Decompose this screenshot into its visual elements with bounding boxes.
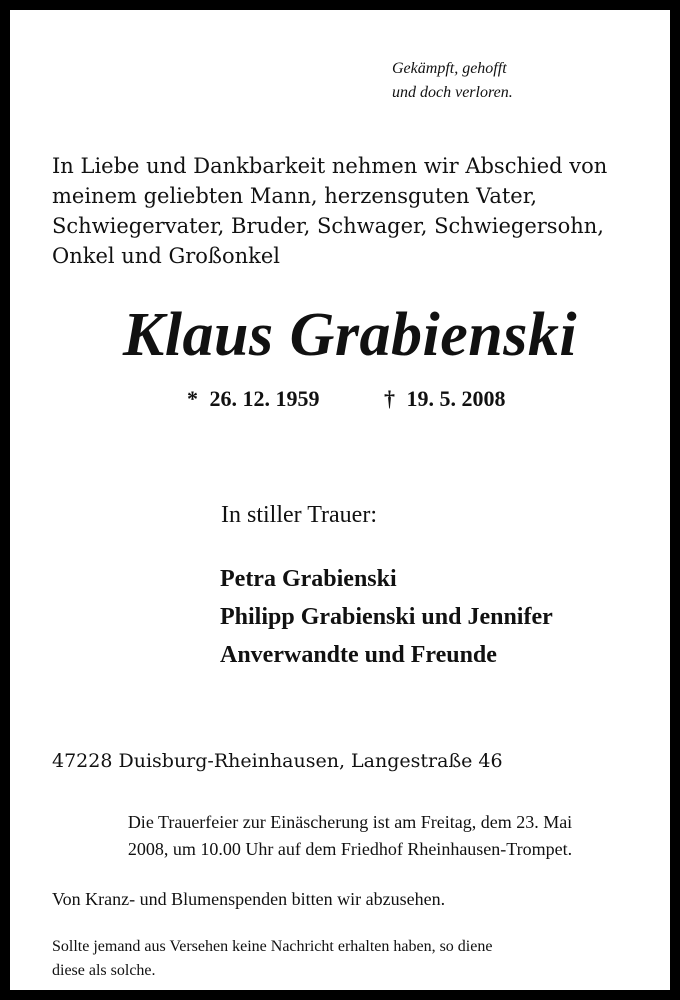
death-cross-icon: †: [384, 386, 395, 411]
birth-star-icon: *: [187, 386, 198, 411]
mourner-name: Petra Grabienski: [220, 566, 397, 592]
flowers-request: Von Kranz- und Blumenspenden bitten wir abzusehen.: [52, 889, 446, 909]
mourner-name: Anverwandte und Freunde: [220, 642, 497, 668]
funeral-line: Die Trauerfeier zur Einäscherung ist am Freitag, dem 23. Mai: [127, 812, 573, 832]
motto-quote: [392, 57, 632, 105]
intro-line: Schwiegervater, Bruder, Schwager, Schwiegersohn,: [52, 214, 604, 238]
notification-note: [52, 935, 492, 983]
address: 47228 Duisburg-Rheinhausen, Langestraße 46: [52, 750, 503, 772]
funeral-line: 2008, um 10.00 Uhr auf dem Friedhof Rheinhausen-Trompet.: [127, 839, 573, 859]
intro-line: meinem geliebten Mann, herzensguten Vater,: [52, 184, 538, 208]
birth-date-line: [187, 384, 320, 414]
intro-line: In Liebe und Dankbarkeit nehmen wir Abschied von: [52, 154, 608, 178]
death-date-line: [384, 384, 506, 414]
deceased-name: Klaus Grabienski: [122, 301, 578, 369]
intro-text: [52, 151, 662, 271]
notification-line: Sollte jemand aus Versehen keine Nachricht erhalten haben, so diene: [52, 938, 493, 955]
notification-line: diese als solche.: [52, 962, 156, 979]
mourning-intro: In stiller Trauer:: [221, 502, 377, 528]
motto-line: und doch verloren.: [392, 84, 513, 101]
motto-line: Gekämpft, gehofft: [392, 60, 507, 77]
birth-date: 26. 12. 1959: [209, 386, 320, 411]
death-date: 19. 5. 2008: [406, 386, 506, 411]
mourners-list: [220, 560, 553, 674]
funeral-info: [10, 809, 680, 863]
mourner-name: Philipp Grabienski und Jennifer: [220, 604, 553, 630]
intro-line: Onkel und Großonkel: [52, 244, 280, 268]
